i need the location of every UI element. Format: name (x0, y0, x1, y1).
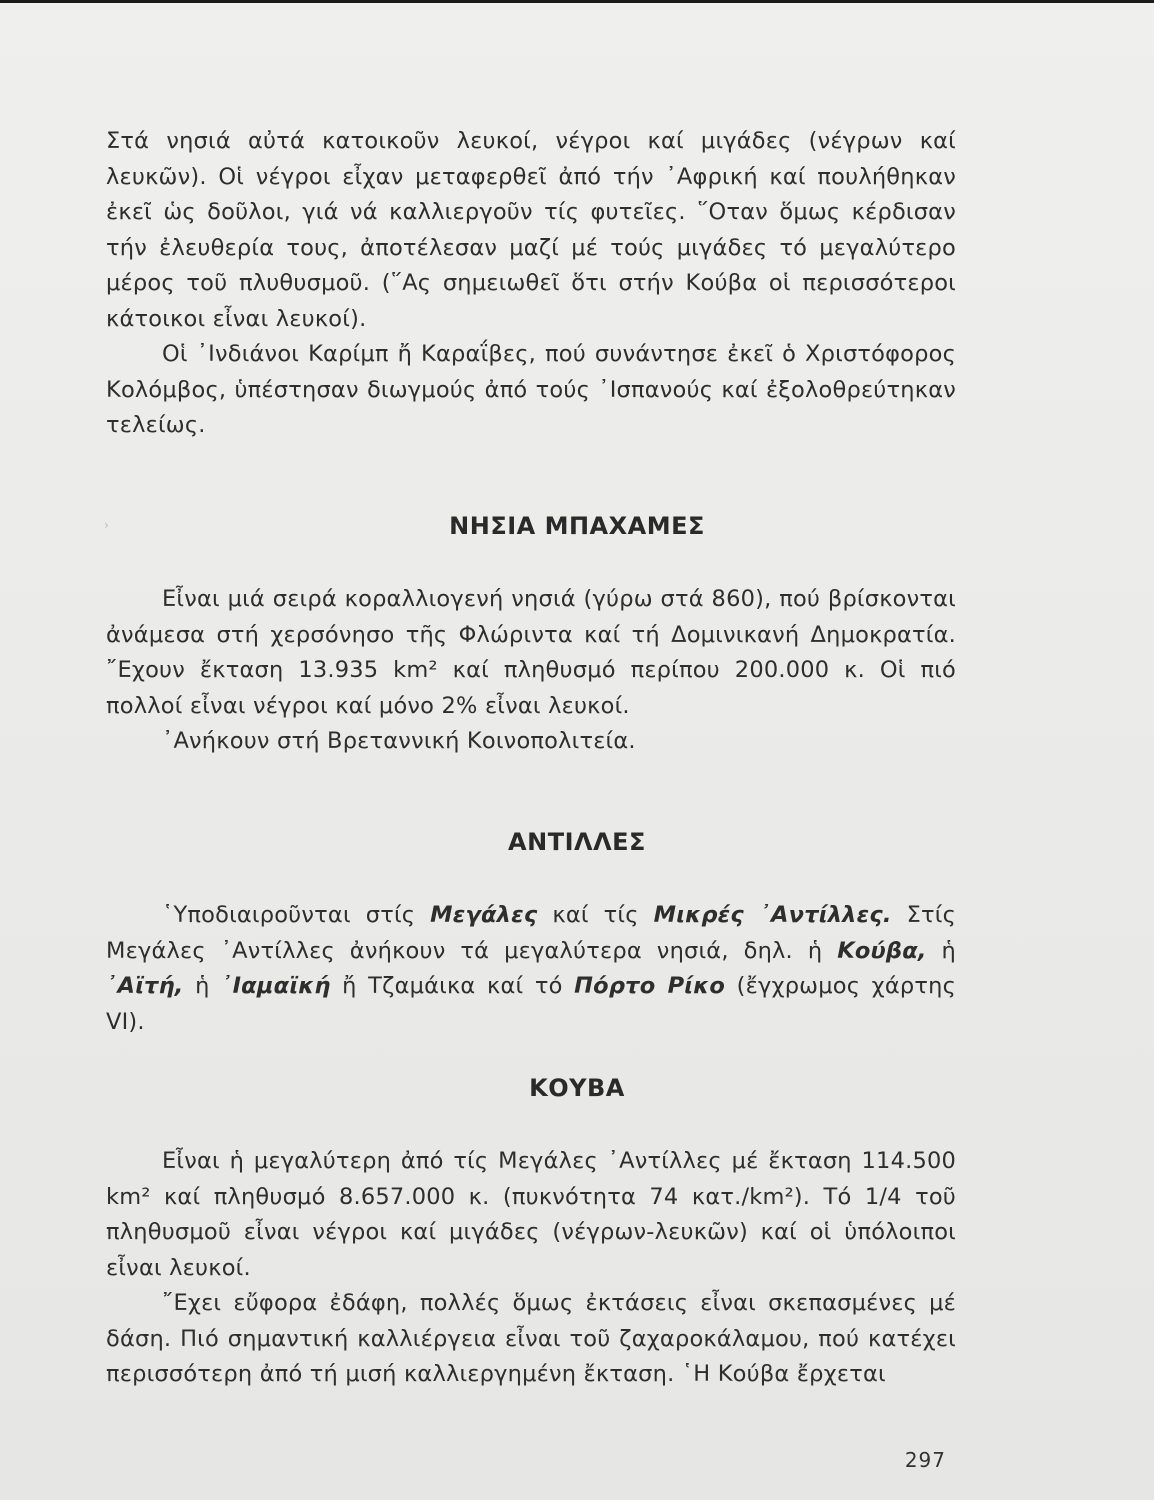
term-mikres-antilles: Μικρές ᾿Αντίλλες. (653, 902, 892, 928)
intro-paragraph-1: Στά νησιά αὐτά κατοικοῦν λευκοί, νέγροι καί μιγάδες (νέγρων καί λευκῶν). Οἱ νέγροι εἶχαν μεταφερθεῖ ἀπό τήν ᾿Αφρική καί πουλήθηκαν ἐκεῖ ὡς δοῦλοι, γιά νά καλλιεργοῦν τίς φυτεῖες. ῞Οταν ὅμως κέρδισαν τήν ἐλευθερία τους, ἀποτέλεσαν μαζί μέ τούς μιγάδες τό μεγαλύτερο μέρος τοῦ πλυθυσμοῦ. (῞Ας σημειωθεῖ ὅτι στήν Κούβα οἱ περισσότεροι κάτοικοι εἶναι λευκοί). (106, 128, 956, 332)
scan-mark: › (104, 518, 109, 532)
heading-bahamas: ΝΗΣΙΑ ΜΠΑΧΑΜΕΣ (449, 512, 705, 540)
term-iamaiki: ᾿Ιαμαϊκή (221, 973, 331, 999)
term-aiti: ᾿Αϊτή, (106, 973, 184, 999)
cuba-paragraph-1: Εἶναι ἡ μεγαλύτερη ἀπό τίς Μεγάλες ᾿Αντίλλες μέ ἔκταση 114.500 km² καί πληθυσμό 8.657.000 κ. (πυκνότητα 74 κατ./km²). Τό 1/4 τοῦ πληθυσμοῦ εἶναι νέγροι καί μιγάδες (νέγρων-λευκῶν) καί οἱ ὑπόλοιποι εἶναι λευκοί. (106, 1148, 956, 1281)
antilles-paragraph: ῾Υποδιαιροῦνται στίς Μεγάλες καί τίς Μικρές ᾿Αντίλλες. Στίς Μεγάλες ᾿Αντίλλες ἀνήκουν τά μεγαλύτερα νησιά, δηλ. ἡ Κούβα, ἡ ᾿Αϊτή, ἡ ᾿Ιαμαϊκή ἤ Τζαμάικα καί τό Πόρτο Ρίκο (ἔγχρωμος χάρτης VI). (106, 902, 956, 1035)
bahamas-paragraph-2: ᾿Ανήκουν στή Βρεταννική Κοινοπολιτεία. (162, 728, 636, 754)
term-porto-riko: Πόρτο Ρίκο (574, 973, 726, 999)
heading-cuba: ΚΟΥΒΑ (529, 1074, 625, 1102)
bahamas-paragraph-1: Εἶναι μιά σειρά κοραλλιογενή νησιά (γύρω στά 860), πού βρίσκονται ἀνάμεσα στή χερσόνησο τῆς Φλώριντα καί τή Δομινικανή Δημοκρατία. ῎Εχουν ἔκταση 13.935 km² καί πληθυσμό περίπου 200.000 κ. Οἱ πιό πολλοί εἶναι νέγροι καί μόνο 2% εἶναι λευκοί. (106, 586, 956, 719)
top-edge-line (0, 0, 1154, 3)
heading-antilles: ΑΝΤΙΛΛΕΣ (508, 828, 646, 856)
term-megales: Μεγάλες (430, 902, 538, 928)
intro-paragraph-2: Οἱ ᾿Ινδιάνοι Καρίμπ ἤ Καραΐβες, πού συνάντησε ἐκεῖ ὁ Χριστόφορος Κολόμβος, ὑπέστησαν διωγμούς ἀπό τούς ᾿Ισπανούς καί ἐξολοθρεύτηκαν τελείως. (106, 341, 956, 438)
term-kouva: Κούβα, (837, 937, 927, 964)
page-number: 297 (904, 1448, 946, 1472)
cuba-paragraph-2: ῎Εχει εὔφορα ἐδάφη, πολλές ὅμως ἐκτάσεις εἶναι σκεπασμένες μέ δάση. Πιό σημαντική καλλιέργεια εἶναι τοῦ ζαχαροκάλαμου, πού κατέχει περισσότερη ἀπό τή μισή καλλιεργημένη ἔκταση. ῾Η Κούβα ἔρχεται (106, 1290, 956, 1387)
